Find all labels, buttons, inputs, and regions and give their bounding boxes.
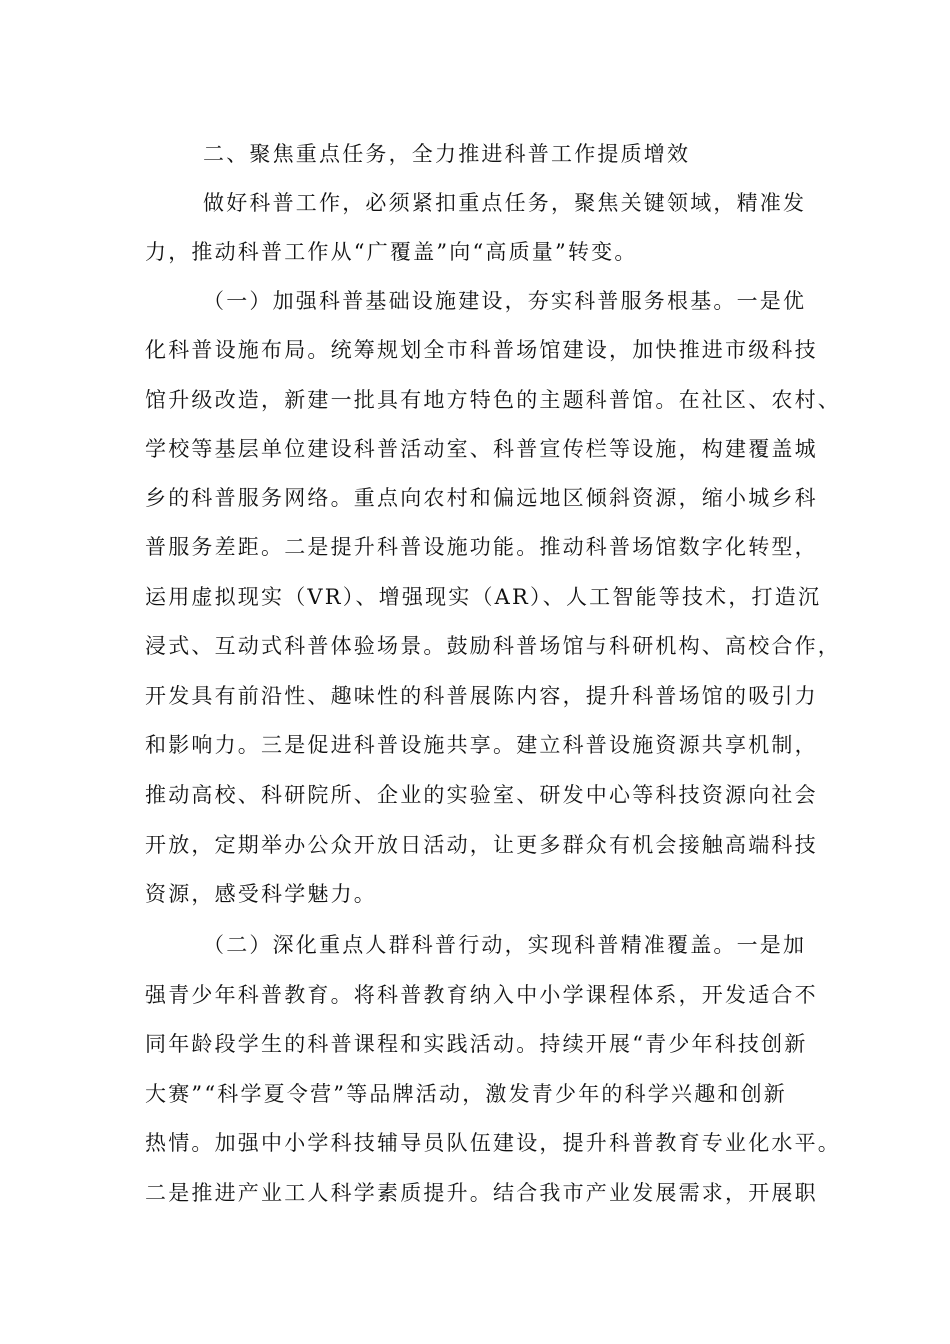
paragraph-line: 化科普设施布局。统筹规划全市科普场馆建设，加快推进市级科技 xyxy=(145,338,818,362)
paragraph-line: 同年龄段学生的科普课程和实践活动。持续开展“青少年科技创新 xyxy=(145,1032,808,1056)
paragraph-line: 乡的科普服务网络。重点向农村和偏远地区倾斜资源，缩小城乡科 xyxy=(145,486,818,510)
paragraph-line: （一）加强科普基础设施建设，夯实科普服务根基。一是优 xyxy=(203,289,807,313)
section-heading: 二、聚焦重点任务，全力推进科普工作提质增效 xyxy=(203,142,691,166)
paragraph-line: 大赛”“科学夏令营”等品牌活动，激发青少年的科学兴趣和创新 xyxy=(145,1082,788,1106)
paragraph-line: 开放，定期举办公众开放日活动，让更多群众有机会接触高端科技 xyxy=(145,833,818,857)
paragraph-line: 普服务差距。二是提升科普设施功能。推动科普场馆数字化转型， xyxy=(145,535,818,559)
paragraph-line: 馆升级改造，新建一批具有地方特色的主题科普馆。在社区、农村、 xyxy=(145,388,841,412)
paragraph-line: 二是推进产业工人科学素质提升。结合我市产业发展需求，开展职 xyxy=(145,1181,818,1205)
paragraph-line: 学校等基层单位建设科普活动室、科普宣传栏等设施，构建覆盖城 xyxy=(145,437,818,461)
paragraph-line: （二）深化重点人群科普行动，实现科普精准覆盖。一是加 xyxy=(203,933,807,957)
paragraph-line: 推动高校、科研院所、企业的实验室、研发中心等科技资源向社会 xyxy=(145,783,818,807)
paragraph-line: 运用虚拟现实（VR）、增强现实（AR）、人工智能等技术，打造沉 xyxy=(145,585,822,609)
paragraph-line: 浸式、互动式科普体验场景。鼓励科普场馆与科研机构、高校合作， xyxy=(145,634,841,658)
paragraph-line: 和影响力。三是促进科普设施共享。建立科普设施资源共享机制， xyxy=(145,733,818,757)
paragraph-line: 资源，感受科学魅力。 xyxy=(145,882,377,906)
paragraph-line: 热情。加强中小学科技辅导员队伍建设，提升科普教育专业化水平。 xyxy=(145,1131,841,1155)
paragraph-line: 强青少年科普教育。将科普教育纳入中小学课程体系，开发适合不 xyxy=(145,983,818,1007)
paragraph-line: 开发具有前沿性、趣味性的科普展陈内容，提升科普场馆的吸引力 xyxy=(145,684,818,708)
paragraph-line: 力，推动科普工作从“广覆盖”向“高质量”转变。 xyxy=(145,240,638,264)
paragraph-line: 做好科普工作，必须紧扣重点任务，聚焦关键领域，精准发 xyxy=(203,191,807,215)
